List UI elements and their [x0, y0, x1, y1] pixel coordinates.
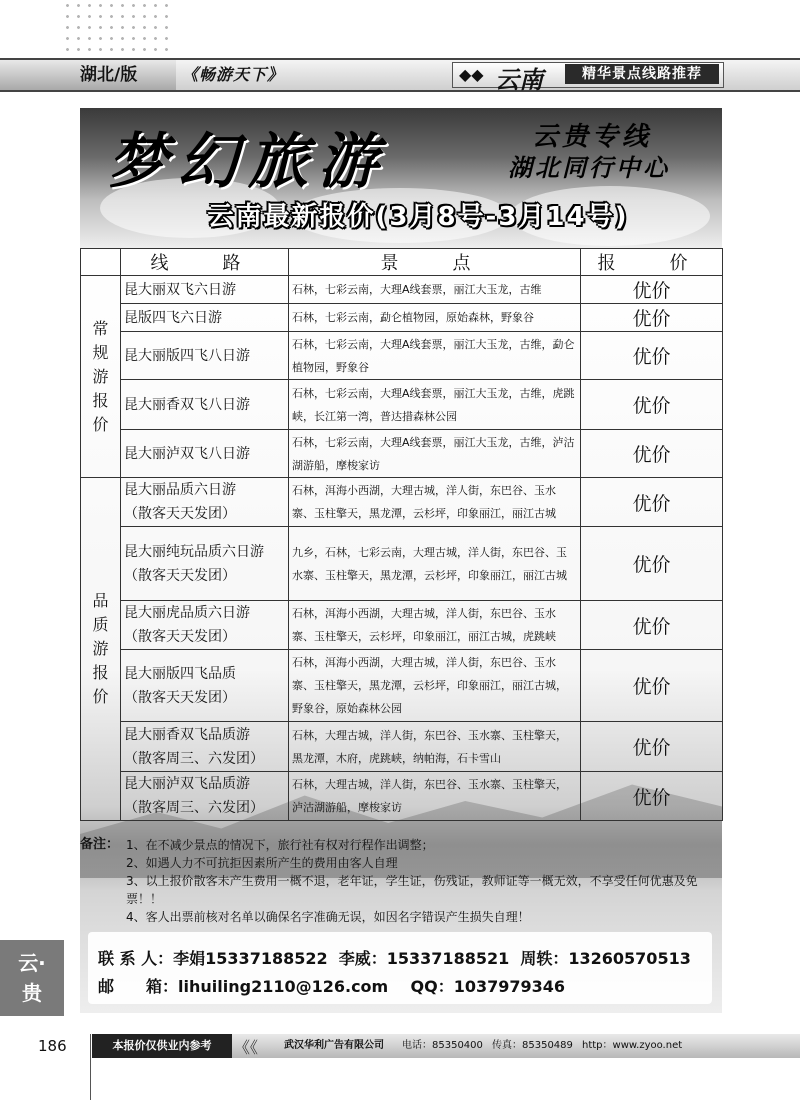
header-empty	[81, 249, 121, 276]
route-cell	[121, 478, 289, 527]
category-label: 品质游报价	[92, 591, 109, 706]
magazine-title: 《畅游天下》	[182, 65, 285, 84]
price-value: 优价	[581, 601, 723, 650]
banner	[80, 108, 722, 248]
note-item: 4、客人出票前核对名单以确保名字准确无误，如因名字错误产生损失自理！	[126, 910, 530, 924]
spots-list: 石林，洱海小西湖，大理古城，洋人街，东巴谷、玉水寨、玉柱擎天，黑龙潭，云杉坪，印象丽江，丽江古城	[289, 478, 581, 527]
email-label: 邮 箱：	[98, 977, 179, 996]
notes-label: 备注：	[80, 837, 120, 852]
route-cell	[121, 601, 289, 650]
route-cell	[121, 527, 289, 601]
table-row	[81, 601, 723, 650]
route-note: （散客天天发团）	[124, 689, 236, 706]
category-label: 常规游报价	[92, 318, 109, 434]
route-name: 昆大丽纯玩品质六日游	[124, 543, 264, 560]
region-title: 云南	[495, 65, 543, 94]
route-name: 昆版四飞六日游	[121, 304, 289, 332]
route-cell	[121, 650, 289, 722]
decorative-dot-grid	[62, 0, 172, 55]
route-cell	[121, 722, 289, 772]
contact-box	[88, 932, 712, 1004]
footer-url[interactable]: http：www.zyoo.net	[582, 1040, 683, 1051]
price-value: 优价	[581, 478, 723, 527]
side-tab-line-2: 贵	[22, 981, 42, 1005]
contact-person-2: 李威：15337188521	[338, 949, 510, 968]
category-regular	[81, 276, 121, 478]
recommendation-label: 精华景点线路推荐	[565, 64, 719, 84]
page-number: 186	[38, 1037, 67, 1055]
spots-list: 石林，洱海小西湖，大理古城，洋人街，东巴谷、玉水寨、玉柱擎天，云杉坪，印象丽江，丽江古城，虎跳峡	[289, 601, 581, 650]
price-value: 优价	[581, 276, 723, 304]
spots-list: 石林，七彩云南，大理A线套票，丽江大玉龙，古维，泸沽湖游船，摩梭家访	[289, 430, 581, 478]
table-header-row	[81, 249, 723, 276]
route-name: 昆大丽品质六日游	[124, 482, 236, 498]
route-name: 昆大丽版四飞品质	[124, 665, 236, 682]
route-cell	[121, 772, 289, 821]
price-value: 优价	[581, 527, 723, 601]
category-quality	[81, 478, 121, 821]
header-price: 报 价	[581, 249, 723, 276]
contact-line-1	[98, 946, 691, 969]
spots-list: 石林，七彩云南，大理A线套票，丽江大玉龙，古维，勐仑植物园，野象谷	[289, 332, 581, 380]
price-value: 优价	[581, 772, 723, 821]
route-note: （散客周三、六发团）	[124, 750, 264, 767]
route-name: 昆大丽泸双飞品质游	[124, 776, 250, 792]
contact-label: 联 系 人：	[98, 949, 174, 968]
note-item: 3、以上报价散客未产生费用一概不退，老年证，学生证，伤残证，教师证等一概无效，不享受任何优惠及免票！！	[126, 874, 698, 906]
note-item: 1、在不减少景点的情况下，旅行社有权对行程作出调整；	[126, 838, 434, 852]
region-box	[452, 62, 724, 94]
route-name: 昆大丽虎品质六日游	[124, 605, 250, 621]
table-row	[81, 304, 723, 332]
footer-company: 武汉华利广告有限公司	[284, 1040, 384, 1051]
table-row	[81, 332, 723, 380]
footer-divider	[90, 1034, 91, 1100]
route-name: 昆大丽香双飞品质游	[124, 726, 250, 743]
note-item: 2、如遇人力不可抗拒因素所产生的费用由客人自理	[126, 856, 398, 870]
spots-list: 石林，七彩云南，大理A线套票，丽江大玉龙，古维，虎跳峡，长江第一湾，普达措森林公园	[289, 380, 581, 430]
spots-list: 石林，七彩云南，大理A线套票，丽江大玉龙，古维	[289, 276, 581, 304]
route-name: 昆大丽香双飞八日游	[121, 380, 289, 430]
header-route: 线 路	[121, 249, 289, 276]
route-note: （散客天天发团）	[124, 506, 236, 522]
table-row	[81, 276, 723, 304]
brand-title: 梦幻旅游	[108, 127, 388, 197]
contact-person-1: 李娟15337188522	[173, 949, 328, 968]
header-spots: 景 点	[289, 249, 581, 276]
spots-list: 石林，大理古城，洋人街，东巴谷、玉水寨、玉柱擎天，泸沽湖游船，摩梭家访	[289, 772, 581, 821]
price-value: 优价	[581, 332, 723, 380]
footer-phone: 电话：85350400	[402, 1040, 483, 1051]
footer-fax: 传真：85350489	[492, 1040, 573, 1051]
route-note: （散客周三、六发团）	[124, 800, 264, 816]
price-value: 优价	[581, 430, 723, 478]
top-bar	[0, 58, 800, 92]
route-name: 昆大丽泸双飞八日游	[121, 430, 289, 478]
spots-list: 九乡，石林，七彩云南，大理古城，洋人街，东巴谷、玉水寨、玉柱擎天，黑龙潭，云杉坪，印象丽江，丽江古城	[289, 527, 581, 601]
table-row	[81, 478, 723, 527]
contact-line-2	[98, 974, 565, 997]
price-value: 优价	[581, 380, 723, 430]
table-row	[81, 380, 723, 430]
contact-person-3: 周轶：13260570513	[520, 949, 691, 968]
price-value: 优价	[581, 722, 723, 772]
route-name: 昆大丽版四飞八日游	[121, 332, 289, 380]
diamond-icon: ◆◆	[459, 65, 484, 84]
spots-list: 石林，七彩云南，勐仑植物园，原始森林，野象谷	[289, 304, 581, 332]
subtitle-line-2: 湖北同行中心	[508, 153, 670, 182]
spots-list: 石林，大理古城，洋人街，东巴谷、玉水寨、玉柱擎天，黑龙潭，木府，虎跳峡，纳帕海，石卡雪山	[289, 722, 581, 772]
side-tab-line-1: 云·	[18, 951, 46, 975]
route-note: （散客天天发团）	[124, 629, 236, 645]
side-tab	[0, 940, 64, 1016]
price-value: 优价	[581, 650, 723, 722]
table-row	[81, 722, 723, 772]
price-heading: 云南最新报价(3月8号-3月14号)	[207, 202, 629, 232]
subtitle-line-1: 云贵专线	[532, 122, 653, 152]
table-row	[81, 527, 723, 601]
route-name: 昆大丽双飞六日游	[121, 276, 289, 304]
route-note: （散客天天发团）	[124, 567, 236, 584]
qq-number: QQ：1037979346	[410, 977, 566, 996]
email-address[interactable]: lihuiling2110@126.com	[178, 977, 389, 996]
footer-bar	[92, 1034, 800, 1058]
price-value: 优价	[581, 304, 723, 332]
double-chevron-icon: 《《	[234, 1038, 259, 1057]
footer-note: 本报价仅供业内参考	[92, 1034, 232, 1058]
spots-list: 石林，洱海小西湖，大理古城，洋人街，东巴谷、玉水寨、玉柱擎天，黑龙潭，云杉坪，印象丽江，丽江古城，野象谷，原始森林公园	[289, 650, 581, 722]
table-row	[81, 650, 723, 722]
price-table	[80, 248, 723, 821]
table-row	[81, 772, 723, 821]
edition-label: 湖北/版	[0, 60, 176, 90]
table-row	[81, 430, 723, 478]
